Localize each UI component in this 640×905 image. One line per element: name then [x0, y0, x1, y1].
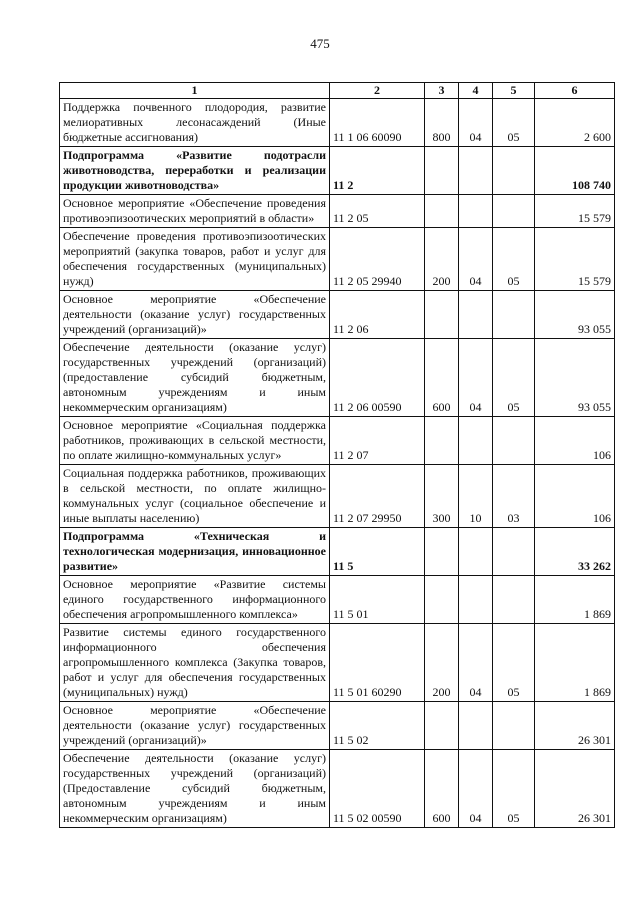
row-code-cell: 11 5 01 60290 — [330, 624, 425, 702]
table-row — [60, 339, 615, 417]
row-subsection-cell — [493, 702, 535, 750]
row-code-cell: 11 2 — [330, 147, 425, 195]
row-amount-cell: 15 579 — [535, 195, 615, 228]
column-header-5: 5 — [493, 83, 535, 99]
row-amount-cell: 33 262 — [535, 528, 615, 576]
table-row — [60, 99, 615, 147]
table-row — [60, 195, 615, 228]
page-number: 475 — [310, 36, 330, 51]
row-section-cell: 04 — [459, 228, 493, 291]
row-amount-cell: 106 — [535, 465, 615, 528]
row-name-cell: Основное мероприятие «Обеспечение деятельности (оказание услуг) государственных учреждений (организаций)» — [60, 702, 330, 750]
row-section-cell — [459, 147, 493, 195]
row-section-cell: 10 — [459, 465, 493, 528]
row-expense-type-cell: 200 — [425, 228, 459, 291]
column-header-4: 4 — [459, 83, 493, 99]
row-code-cell: 11 2 05 29940 — [330, 228, 425, 291]
table-body — [60, 99, 615, 828]
row-expense-type-cell: 600 — [425, 339, 459, 417]
row-name-cell: Подпрограмма «Развитие подотрасли животноводства, переработки и реализации продукции животноводства» — [60, 147, 330, 195]
row-expense-type-cell: 300 — [425, 465, 459, 528]
table-row — [60, 528, 615, 576]
row-section-cell: 04 — [459, 99, 493, 147]
table-row — [60, 291, 615, 339]
row-amount-cell: 26 301 — [535, 702, 615, 750]
row-name-cell: Основное мероприятие «Развитие системы единого государственного информационного обеспечения агропромышленного комплекса» — [60, 576, 330, 624]
row-expense-type-cell — [425, 702, 459, 750]
row-name-cell: Подпрограмма «Техническая и технологическая модернизация, инновационное развитие» — [60, 528, 330, 576]
row-subsection-cell — [493, 576, 535, 624]
row-amount-cell: 93 055 — [535, 339, 615, 417]
row-amount-cell: 93 055 — [535, 291, 615, 339]
row-subsection-cell: 05 — [493, 339, 535, 417]
row-name-cell: Основное мероприятие «Социальная поддержка работников, проживающих в сельской местности, по оплате жилищно-коммунальных услуг» — [60, 417, 330, 465]
row-code-cell: 11 2 06 00590 — [330, 339, 425, 417]
row-code-cell: 11 5 02 00590 — [330, 750, 425, 828]
row-section-cell — [459, 576, 493, 624]
row-section-cell — [459, 528, 493, 576]
row-subsection-cell — [493, 147, 535, 195]
row-section-cell — [459, 702, 493, 750]
row-subsection-cell: 05 — [493, 228, 535, 291]
row-section-cell — [459, 417, 493, 465]
row-code-cell: 11 1 06 60090 — [330, 99, 425, 147]
row-code-cell: 11 5 02 — [330, 702, 425, 750]
row-code-cell: 11 2 06 — [330, 291, 425, 339]
row-code-cell: 11 5 01 — [330, 576, 425, 624]
row-expense-type-cell — [425, 528, 459, 576]
table-row — [60, 702, 615, 750]
row-expense-type-cell: 800 — [425, 99, 459, 147]
table-row — [60, 465, 615, 528]
table-row — [60, 624, 615, 702]
row-name-cell: Поддержка почвенного плодородия, развитие мелиоративных лесонасаждений (Иные бюджетные ассигнования) — [60, 99, 330, 147]
row-subsection-cell: 05 — [493, 750, 535, 828]
row-expense-type-cell — [425, 291, 459, 339]
row-expense-type-cell — [425, 576, 459, 624]
row-section-cell: 04 — [459, 624, 493, 702]
column-header-3: 3 — [425, 83, 459, 99]
row-name-cell: Обеспечение проведения противоэпизоотических мероприятий (закупка товаров, работ и услуг для обеспечения государственных (муниципальных) нужд) — [60, 228, 330, 291]
row-amount-cell: 15 579 — [535, 228, 615, 291]
row-expense-type-cell — [425, 417, 459, 465]
row-section-cell: 04 — [459, 750, 493, 828]
row-section-cell — [459, 291, 493, 339]
row-expense-type-cell: 600 — [425, 750, 459, 828]
row-name-cell: Основное мероприятие «Обеспечение проведения противоэпизоотических мероприятий в области» — [60, 195, 330, 228]
table-row — [60, 147, 615, 195]
row-code-cell: 11 2 05 — [330, 195, 425, 228]
row-expense-type-cell — [425, 195, 459, 228]
row-section-cell — [459, 195, 493, 228]
row-expense-type-cell: 200 — [425, 624, 459, 702]
column-header-2: 2 — [330, 83, 425, 99]
table-header-row — [60, 83, 615, 99]
row-name-cell: Основное мероприятие «Обеспечение деятельности (оказание услуг) государственных учреждений (организаций)» — [60, 291, 330, 339]
row-amount-cell: 108 740 — [535, 147, 615, 195]
column-header-6: 6 — [535, 83, 615, 99]
table-row — [60, 228, 615, 291]
row-expense-type-cell — [425, 147, 459, 195]
table-row — [60, 417, 615, 465]
row-subsection-cell — [493, 195, 535, 228]
row-amount-cell: 1 869 — [535, 576, 615, 624]
budget-table — [59, 82, 615, 828]
row-amount-cell: 1 869 — [535, 624, 615, 702]
row-amount-cell: 106 — [535, 417, 615, 465]
row-name-cell: Обеспечение деятельности (оказание услуг) государственных учреждений (организаций) (предоставление субсидий бюджетным, автономным учреждениям и иным некоммерческим организациям) — [60, 339, 330, 417]
row-subsection-cell — [493, 417, 535, 465]
row-amount-cell: 2 600 — [535, 99, 615, 147]
table-row — [60, 576, 615, 624]
row-code-cell: 11 2 07 29950 — [330, 465, 425, 528]
table-row — [60, 750, 615, 828]
row-subsection-cell — [493, 528, 535, 576]
row-name-cell: Развитие системы единого государственного информационного обеспечения агропромышленного комплекса (Закупка товаров, работ и услуг для обеспечения государственных (муниципальных) нужд) — [60, 624, 330, 702]
row-subsection-cell: 05 — [493, 624, 535, 702]
row-subsection-cell: 05 — [493, 99, 535, 147]
row-section-cell: 04 — [459, 339, 493, 417]
row-code-cell: 11 2 07 — [330, 417, 425, 465]
column-header-1: 1 — [60, 83, 330, 99]
row-name-cell: Обеспечение деятельности (оказание услуг) государственных учреждений (организаций) (Предоставление субсидий бюджетным, автономным учреждениям и иным некоммерческим организациям) — [60, 750, 330, 828]
row-subsection-cell — [493, 291, 535, 339]
row-code-cell: 11 5 — [330, 528, 425, 576]
row-subsection-cell: 03 — [493, 465, 535, 528]
row-name-cell: Социальная поддержка работников, проживающих в сельской местности, по оплате жилищно-коммунальных услуг (социальное обеспечение и иные выплаты населению) — [60, 465, 330, 528]
row-amount-cell: 26 301 — [535, 750, 615, 828]
